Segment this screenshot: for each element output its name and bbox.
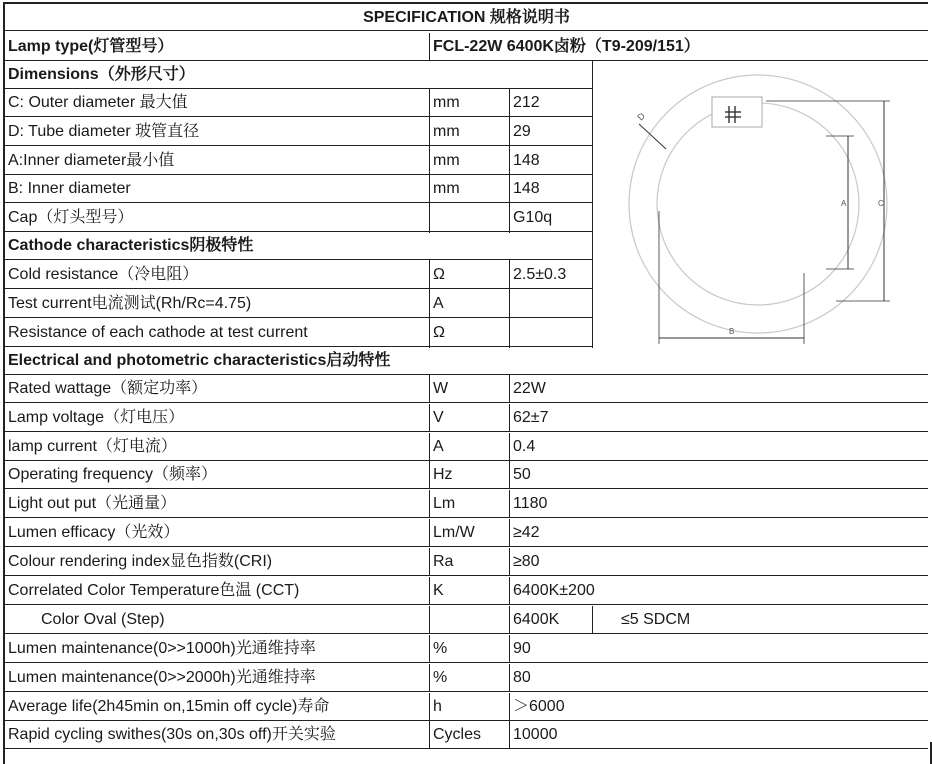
table-row bbox=[5, 375, 928, 403]
table-row bbox=[5, 577, 928, 605]
lamp-type-value: FCL-22W 6400K卤粉（T9-209/151） bbox=[433, 38, 700, 55]
table-row bbox=[5, 404, 928, 432]
row-parameter: Cap（灯头型号） bbox=[8, 209, 134, 227]
row-unit: A bbox=[433, 294, 444, 312]
row-parameter: Lumen maintenance(0>>1000h)光通维持率 bbox=[8, 640, 316, 657]
row-unit: Ω bbox=[433, 323, 445, 341]
col-divider-value bbox=[509, 89, 510, 233]
row-value: 2.5±0.3 bbox=[513, 266, 567, 283]
row-value: 6400K±200 bbox=[513, 581, 595, 599]
row-parameter: Lamp voltage（灯电压） bbox=[8, 408, 185, 426]
color-oval-label: Color Oval (Step) bbox=[41, 611, 165, 628]
row-unit bbox=[430, 204, 508, 231]
table-row bbox=[5, 319, 592, 347]
section-dimensions bbox=[5, 61, 592, 89]
table-row bbox=[5, 635, 928, 663]
row-unit: Ra bbox=[433, 552, 454, 570]
row-parameter: C: Outer diameter 最大值 bbox=[8, 94, 188, 111]
row-unit: Lm bbox=[433, 495, 456, 513]
page-title: SPECIFICATION 规格说明书 bbox=[5, 4, 928, 31]
row-parameter: Lumen efficacy（光效） bbox=[8, 524, 180, 541]
table-row bbox=[5, 433, 928, 461]
row-unit: Ω bbox=[433, 266, 445, 283]
row-value: 90 bbox=[513, 640, 531, 657]
row-parameter: Colour rendering index显色指数(CRI) bbox=[8, 552, 273, 570]
row-value: G10q bbox=[513, 209, 553, 227]
table-row bbox=[5, 89, 592, 117]
inner-ring bbox=[657, 103, 859, 305]
lamp-ring-diagram bbox=[592, 61, 928, 351]
lamp-type-row bbox=[5, 33, 928, 61]
row-parameter: Rapid cycling swithes(30s on,30s off)开关实验 bbox=[8, 726, 336, 744]
table-row bbox=[5, 290, 592, 318]
row-value: 29 bbox=[513, 122, 531, 140]
label-a: A bbox=[841, 199, 847, 208]
table-row bbox=[5, 175, 592, 203]
label-c: C bbox=[878, 199, 884, 208]
row-parameter: Rated wattage（额定功率） bbox=[8, 380, 208, 397]
section-electrical-label: Electrical and photometric characteristics启动特性 bbox=[8, 352, 391, 369]
row-unit: mm bbox=[433, 151, 460, 169]
row-parameter: B: Inner diameter bbox=[8, 180, 131, 198]
row-parameter: lamp current（灯电流） bbox=[8, 437, 177, 455]
row-unit: % bbox=[433, 640, 448, 657]
row-parameter: Correlated Color Temperature色温 (CCT) bbox=[8, 581, 300, 599]
row-value: 148 bbox=[513, 151, 540, 169]
row-unit: mm bbox=[433, 180, 460, 198]
row-parameter: A:Inner diameter最小值 bbox=[8, 151, 175, 169]
row-unit: mm bbox=[433, 122, 460, 140]
row-parameter: Light out put（光通量） bbox=[8, 495, 177, 513]
row-parameter: Resistance of each cathode at test current bbox=[8, 323, 308, 341]
table-row bbox=[5, 261, 592, 289]
table-row bbox=[5, 490, 928, 518]
label-b: B bbox=[729, 327, 735, 336]
table-row bbox=[5, 519, 928, 547]
row-unit: h bbox=[433, 697, 442, 715]
table-row bbox=[5, 693, 928, 721]
row-unit: Hz bbox=[433, 466, 453, 484]
row-value: ≥80 bbox=[513, 552, 540, 570]
color-oval-sdcm: ≤5 SDCM bbox=[621, 611, 691, 628]
row-value: 148 bbox=[513, 180, 540, 198]
row-unit: mm bbox=[433, 94, 460, 111]
row-value: 10000 bbox=[513, 726, 558, 744]
row-parameter: Test current电流测试(Rh/Rc=4.75) bbox=[8, 294, 252, 312]
table-row bbox=[5, 147, 592, 175]
row-unit: V bbox=[433, 408, 444, 426]
section-dimensions-label: Dimensions（外形尺寸） bbox=[8, 66, 195, 83]
row-value: ＞6000 bbox=[513, 697, 565, 715]
row-unit: % bbox=[433, 668, 448, 686]
color-oval-row bbox=[5, 606, 928, 634]
section-electrical bbox=[5, 347, 928, 375]
color-oval-value: 6400K bbox=[513, 611, 560, 628]
table-row bbox=[5, 721, 928, 749]
row-parameter: Lumen maintenance(0>>2000h)光通维持率 bbox=[8, 668, 316, 686]
table-row bbox=[5, 664, 928, 692]
table-row bbox=[5, 204, 592, 232]
row-unit: Lm/W bbox=[433, 524, 475, 541]
row-value: 80 bbox=[513, 668, 531, 686]
row-value: ≥42 bbox=[513, 524, 540, 541]
row-parameter: D: Tube diameter 玻管直径 bbox=[8, 122, 200, 140]
section-cathode-label: Cathode characteristics阴极特性 bbox=[8, 237, 254, 254]
table-row bbox=[5, 461, 928, 489]
row-unit: A bbox=[433, 437, 444, 455]
lamp-type-label: Lamp type(灯管型号） bbox=[8, 38, 174, 55]
table-row bbox=[5, 548, 928, 576]
row-unit: K bbox=[433, 581, 444, 599]
row-parameter: Average life(2h45min on,15min off cycle)寿命 bbox=[8, 697, 330, 715]
col-divider-unit bbox=[429, 89, 430, 233]
row-value: 50 bbox=[513, 466, 531, 484]
row-value: 22W bbox=[513, 380, 546, 397]
row-parameter: Cold resistance（冷电阻） bbox=[8, 266, 199, 283]
row-value: 212 bbox=[513, 94, 540, 111]
row-value: 0.4 bbox=[513, 437, 536, 455]
label-d: D bbox=[635, 110, 648, 123]
section-cathode bbox=[5, 232, 592, 260]
row-value: 62±7 bbox=[513, 408, 549, 426]
table-row bbox=[5, 118, 592, 146]
row-unit: Cycles bbox=[433, 726, 482, 744]
row-parameter: Operating frequency（频率） bbox=[8, 466, 217, 484]
row-unit: W bbox=[433, 380, 449, 397]
row-value: 1180 bbox=[513, 495, 548, 513]
